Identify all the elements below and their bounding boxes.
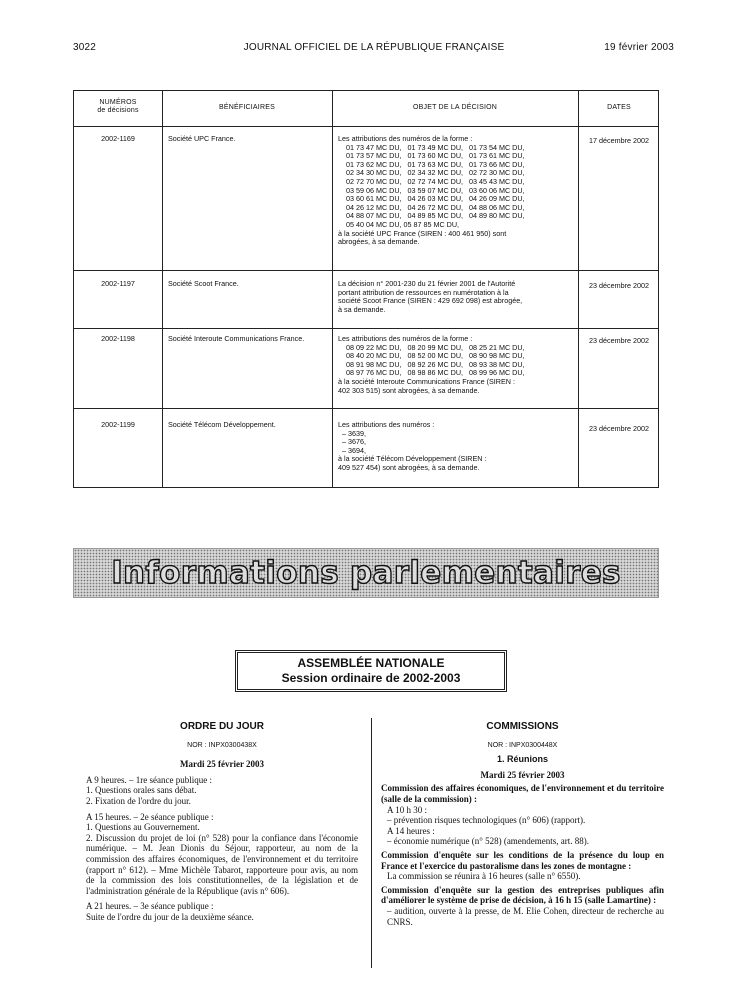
reunions-subtitle: 1. Réunions [496, 754, 548, 765]
ordre-du-jour-column [86, 722, 358, 923]
seance-2: A 15 heures. – 2e séance publique : [86, 811, 214, 822]
col-header-numeros: NUMÉROS de décisions [97, 99, 139, 114]
table-row-objet: La décision n° 2001-230 du 21 février 2001 de l'Autorité portant attribution de ressources en numérotation à la société Scoot France (SIREN : 429 692 098) est abrogée, à sa demande. [338, 279, 523, 314]
table-row-date: 17 décembre 2002 [589, 136, 649, 145]
banner-title: Informations parlementaires [111, 555, 621, 591]
list-item: – économie numérique (n° 528) (amendements, art. 88). [387, 836, 590, 847]
table-row-numero: 2002-1197 [101, 279, 135, 288]
nor-reference: NOR : INPX0300438X [187, 741, 257, 749]
decisions-table [73, 90, 659, 488]
page-number: 3022 [73, 42, 97, 53]
assemblee-box [237, 652, 505, 690]
list-item: 1. Questions orales sans débat. [86, 785, 197, 796]
list-item: 2. Discussion du projet de loi (n° 528) pour la confiance dans l'économie numérique. – M. Jean Dionis du Séjour, rapporteur, au nom de la commission des affaires économiques, de l'environnement et du territoire (rapport n° 612). – Mme Michèle Tabarot, rapporteure pour avis, au nom de la commission des lois constitutionnelles, de la législation et de l'administration générale de la République (avis n° 606). [86, 832, 358, 896]
table-row-numero: 2002-1169 [101, 134, 135, 143]
table-row-numero: 2002-1198 [101, 334, 135, 343]
commissions-column [381, 722, 664, 927]
reunion-date: Mardi 25 février 2003 [480, 769, 565, 780]
seance-date: Mardi 25 février 2003 [179, 759, 265, 770]
col-header-objet: OBJET DE LA DÉCISION [412, 104, 497, 111]
table-row-date: 23 décembre 2002 [589, 424, 649, 433]
table-row-objet: Les attributions des numéros de la forme : 08 09 22 MC DU, 08 20 99 MC DU, 08 25 21 MC DU, 08 40 20 MC DU, 08 52 00 MC DU, 08 90 98 MC DU, 08 91 98 MC DU, 08 92 26 MC DU, 08 93 38 MC DU, 08 97 76 MC DU, 08 98 86 MC DU, 08 99 96 MC DU, à la société Interoute Communications France (SIREN : 402 303 515) sont abrogées, à sa demande. [338, 334, 525, 395]
commission-2-title: Commission d'enquête sur les conditions de la présence du loup en France et l'exercice du pastoralisme dans les zones de montagne : [381, 849, 664, 871]
col-header-dates: DATES [607, 104, 631, 111]
header-date: 19 février 2003 [604, 42, 674, 53]
col-header-beneficiaires: BÉNÉFICIAIRES [219, 104, 275, 111]
list-item: Suite de l'ordre du jour de la deuxième séance. [86, 911, 254, 922]
seance-3: A 21 heures. – 3e séance publique : [86, 901, 214, 912]
table-row-beneficiaire: Société UPC France. [168, 134, 236, 143]
table-row-date: 23 décembre 2002 [589, 281, 649, 290]
commission-1-time-2: A 14 heures : [387, 825, 435, 836]
commission-1-time-1: A 10 h 30 : [387, 804, 428, 815]
table-row-objet: Les attributions des numéros : – 3639, – 3676, – 3694, à la société Télécom Développement (SIREN : 409 527 454) sont abrogées, à sa demande. [338, 420, 487, 472]
table-row-beneficiaire: Société Scoot France. [168, 279, 239, 288]
commission-3-text: – audition, ouverte à la presse, de M. Elie Cohen, directeur de recherche au CNRS. [387, 905, 664, 927]
commission-3-title: Commission d'enquête sur la gestion des entreprises publiques afin d'améliorer le système de prise de décision, à 16 h 15 (salle Lamartine) : [381, 884, 664, 906]
seance-1: A 9 heures. – 1re séance publique : [86, 774, 212, 785]
table-row-date: 23 décembre 2002 [589, 336, 649, 345]
list-item: 1. Questions au Gouvernement. [86, 822, 200, 833]
table-row-beneficiaire: Société Interoute Communications France. [168, 334, 305, 343]
journal-title: JOURNAL OFFICIEL DE LA RÉPUBLIQUE FRANÇAISE [243, 42, 505, 53]
commissions-title: COMMISSIONS [486, 721, 559, 732]
section-banner [73, 548, 659, 598]
list-item: 2. Fixation de l'ordre du jour. [86, 795, 191, 806]
column-divider [371, 718, 372, 968]
table-row-objet: Les attributions des numéros de la forme : 01 73 47 MC DU, 01 73 49 MC DU, 01 73 54 MC DU, 01 73 57 MC DU, 01 73 60 MC DU, 01 73 61 MC DU, 01 73 62 MC DU, 01 73 63 MC DU, 01 73 66 MC DU, 02 34 30 MC DU, 02 34 32 MC DU, 02 72 30 MC DU, 02 72 70 MC DU, 02 72 74 MC DU, 03 45 43 MC DU, 03 59 06 MC DU, 03 59 07 MC DU, 03 60 06 MC DU, 03 60 61 MC DU, 04 26 03 MC DU, 04 26 09 MC DU, 04 26 12 MC DU, 04 26 72 MC DU, 04 88 06 MC DU, 04 88 07 MC DU, 04 89 85 MC DU, 04 89 80 MC DU, 05 40 04 MC DU, 05 87 85 MC DU, à la société UPC France (SIREN : 400 461 950) sont abrogées, à sa demande. [338, 134, 525, 247]
ordre-du-jour-title: ORDRE DU JOUR [180, 721, 264, 732]
assemblee-session: Session ordinaire de 2002-2003 [281, 671, 461, 685]
list-item: – prévention risques technologiques (n° 606) (rapport). [387, 815, 586, 826]
nor-reference: NOR : INPX0300448X [487, 741, 558, 749]
commission-2-text: La commission se réunira à 16 heures (salle n° 6550). [387, 871, 581, 882]
commission-1-title: Commission des affaires économiques, de l'environnement et du territoire (salle de la commission) : [381, 783, 664, 804]
assemblee-title: ASSEMBLÉE NATIONALE [297, 656, 445, 670]
table-row-numero: 2002-1199 [101, 420, 135, 429]
table-row-beneficiaire: Société Télécom Développement. [168, 420, 276, 429]
